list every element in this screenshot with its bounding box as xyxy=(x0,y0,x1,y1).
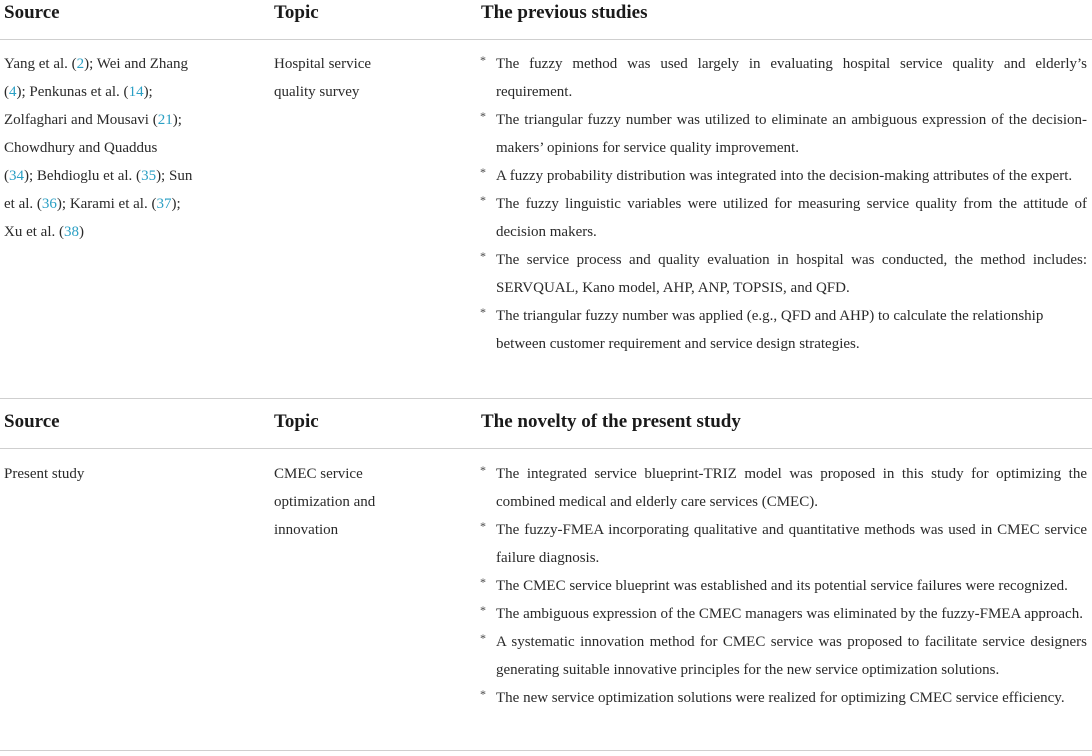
topic-cell-2 xyxy=(274,460,474,544)
source-text: ); Karami et al. ( xyxy=(56,196,157,212)
bullet-text: The triangular fuzzy number was applied (e.g., QFD and AHP) to calculate the relationship between customer requirement and service design strategies. xyxy=(496,308,1044,352)
source-line xyxy=(4,78,264,106)
source-line xyxy=(4,134,264,162)
source-text: ); Sun xyxy=(156,168,193,184)
bullet-marker: * xyxy=(480,687,486,701)
bullet-item xyxy=(480,50,1087,106)
bullet-item xyxy=(480,460,1087,516)
citation-link[interactable]: 2 xyxy=(76,56,85,72)
source-line xyxy=(4,162,264,190)
bullet-marker: * xyxy=(480,249,486,263)
bullet-marker: * xyxy=(480,193,486,207)
bullet-item xyxy=(480,162,1087,190)
source-cell-2 xyxy=(4,460,264,488)
citation-link[interactable]: 4 xyxy=(9,84,17,100)
bullet-item xyxy=(480,302,1087,358)
citation-link[interactable]: 14 xyxy=(128,84,144,100)
bullet-text: The new service optimization solutions were realized for optimizing CMEC service efficiency. xyxy=(496,690,1065,706)
bullet-marker: * xyxy=(480,305,486,319)
header-topic-1: Topic xyxy=(274,2,319,23)
header-novelty: The novelty of the present study xyxy=(481,411,741,432)
bullet-marker: * xyxy=(480,463,486,477)
source-text: ( xyxy=(4,84,9,100)
bullet-marker: * xyxy=(480,519,486,533)
source-text: ) xyxy=(78,224,84,240)
header-previous-studies: The previous studies xyxy=(481,2,648,23)
source-line xyxy=(4,106,264,134)
citation-link[interactable]: 34 xyxy=(9,168,24,184)
bullet-item xyxy=(480,516,1087,572)
topic-line: CMEC service xyxy=(274,466,363,482)
source-text: Yang et al. ( xyxy=(4,56,77,72)
bullet-marker: * xyxy=(480,603,486,617)
citation-link[interactable]: 38 xyxy=(63,224,79,240)
source-line xyxy=(4,218,264,246)
source-text: et al. ( xyxy=(4,196,42,212)
source-text: ( xyxy=(4,168,9,184)
novelty-list xyxy=(480,460,1087,712)
header-source-1: Source xyxy=(4,2,60,23)
source-text: ); Behdioglu et al. ( xyxy=(24,168,142,184)
source-line: Present study xyxy=(4,466,85,482)
source-text: ); xyxy=(143,84,153,100)
bullet-text: The fuzzy linguistic variables were utilized for measuring service quality from the attitude of decision makers. xyxy=(496,196,1087,240)
source-cell-1 xyxy=(4,50,264,246)
header-rule-1 xyxy=(0,39,1092,40)
bullet-marker: * xyxy=(480,53,486,67)
source-text: ); xyxy=(171,196,181,212)
bullet-item xyxy=(480,600,1087,628)
bullet-text: The CMEC service blueprint was established and its potential service failures were recognized. xyxy=(496,578,1068,594)
bullet-marker: * xyxy=(480,165,486,179)
topic-cell-1 xyxy=(274,50,474,106)
citation-link[interactable]: 36 xyxy=(41,196,57,212)
bullet-item xyxy=(480,106,1087,162)
topic-line: Hospital service xyxy=(274,56,372,72)
bullet-item xyxy=(480,246,1087,302)
bullet-marker: * xyxy=(480,575,486,589)
bottom-rule xyxy=(0,750,1092,751)
bullet-text: The fuzzy method was used largely in evaluating hospital service quality and elderly’s requirement. xyxy=(496,56,1087,100)
bullet-marker: * xyxy=(480,109,486,123)
source-text: ); xyxy=(172,112,182,128)
source-text: Zolfaghari and Mousavi ( xyxy=(4,112,158,128)
bullet-text: The fuzzy-FMEA incorporating qualitative and quantitative methods was used in CMEC service failure diagnosis. xyxy=(496,522,1087,566)
bullet-text: The ambiguous expression of the CMEC managers was eliminated by the fuzzy-FMEA approach. xyxy=(496,606,1083,622)
topic-line: optimization and xyxy=(274,494,376,510)
source-text: Chowdhury and Quaddus xyxy=(4,140,158,156)
topic-line: innovation xyxy=(274,522,339,538)
bullet-text: The integrated service blueprint-TRIZ model was proposed in this study for optimizing the combined medical and elderly care services (CMEC). xyxy=(496,466,1087,510)
header-source-2: Source xyxy=(4,411,60,432)
previous-studies-list xyxy=(480,50,1087,358)
source-text: ); Penkunas et al. ( xyxy=(16,84,129,100)
source-line xyxy=(4,190,264,218)
bullet-text: A systematic innovation method for CMEC service was proposed to facilitate service designers generating suitable innovative principles for the new service optimization solutions. xyxy=(496,634,1087,678)
source-text: Xu et al. ( xyxy=(4,224,64,240)
bullet-item xyxy=(480,684,1087,712)
section-rule-1 xyxy=(0,398,1092,399)
source-line xyxy=(4,50,264,78)
bullet-item xyxy=(480,572,1087,600)
citation-link[interactable]: 35 xyxy=(141,168,157,184)
citation-link[interactable]: 37 xyxy=(156,196,172,212)
source-text: ); Wei and Zhang xyxy=(84,56,189,72)
header-topic-2: Topic xyxy=(274,411,319,432)
bullet-marker: * xyxy=(480,631,486,645)
bullet-text: A fuzzy probability distribution was integrated into the decision-making attributes of the expert. xyxy=(496,168,1073,184)
bullet-text: The service process and quality evaluation in hospital was conducted, the method includes: SERVQUAL, Kano model, AHP, ANP, TOPSIS, and QFD. xyxy=(496,252,1087,296)
bullet-item xyxy=(480,628,1087,684)
citation-link[interactable]: 21 xyxy=(157,112,173,128)
topic-line: quality survey xyxy=(274,84,360,100)
bullet-item xyxy=(480,190,1087,246)
header-rule-2 xyxy=(0,448,1092,449)
bullet-text: The triangular fuzzy number was utilized to eliminate an ambiguous expression of the decision-makers’ opinions for service quality improvement. xyxy=(496,112,1087,156)
